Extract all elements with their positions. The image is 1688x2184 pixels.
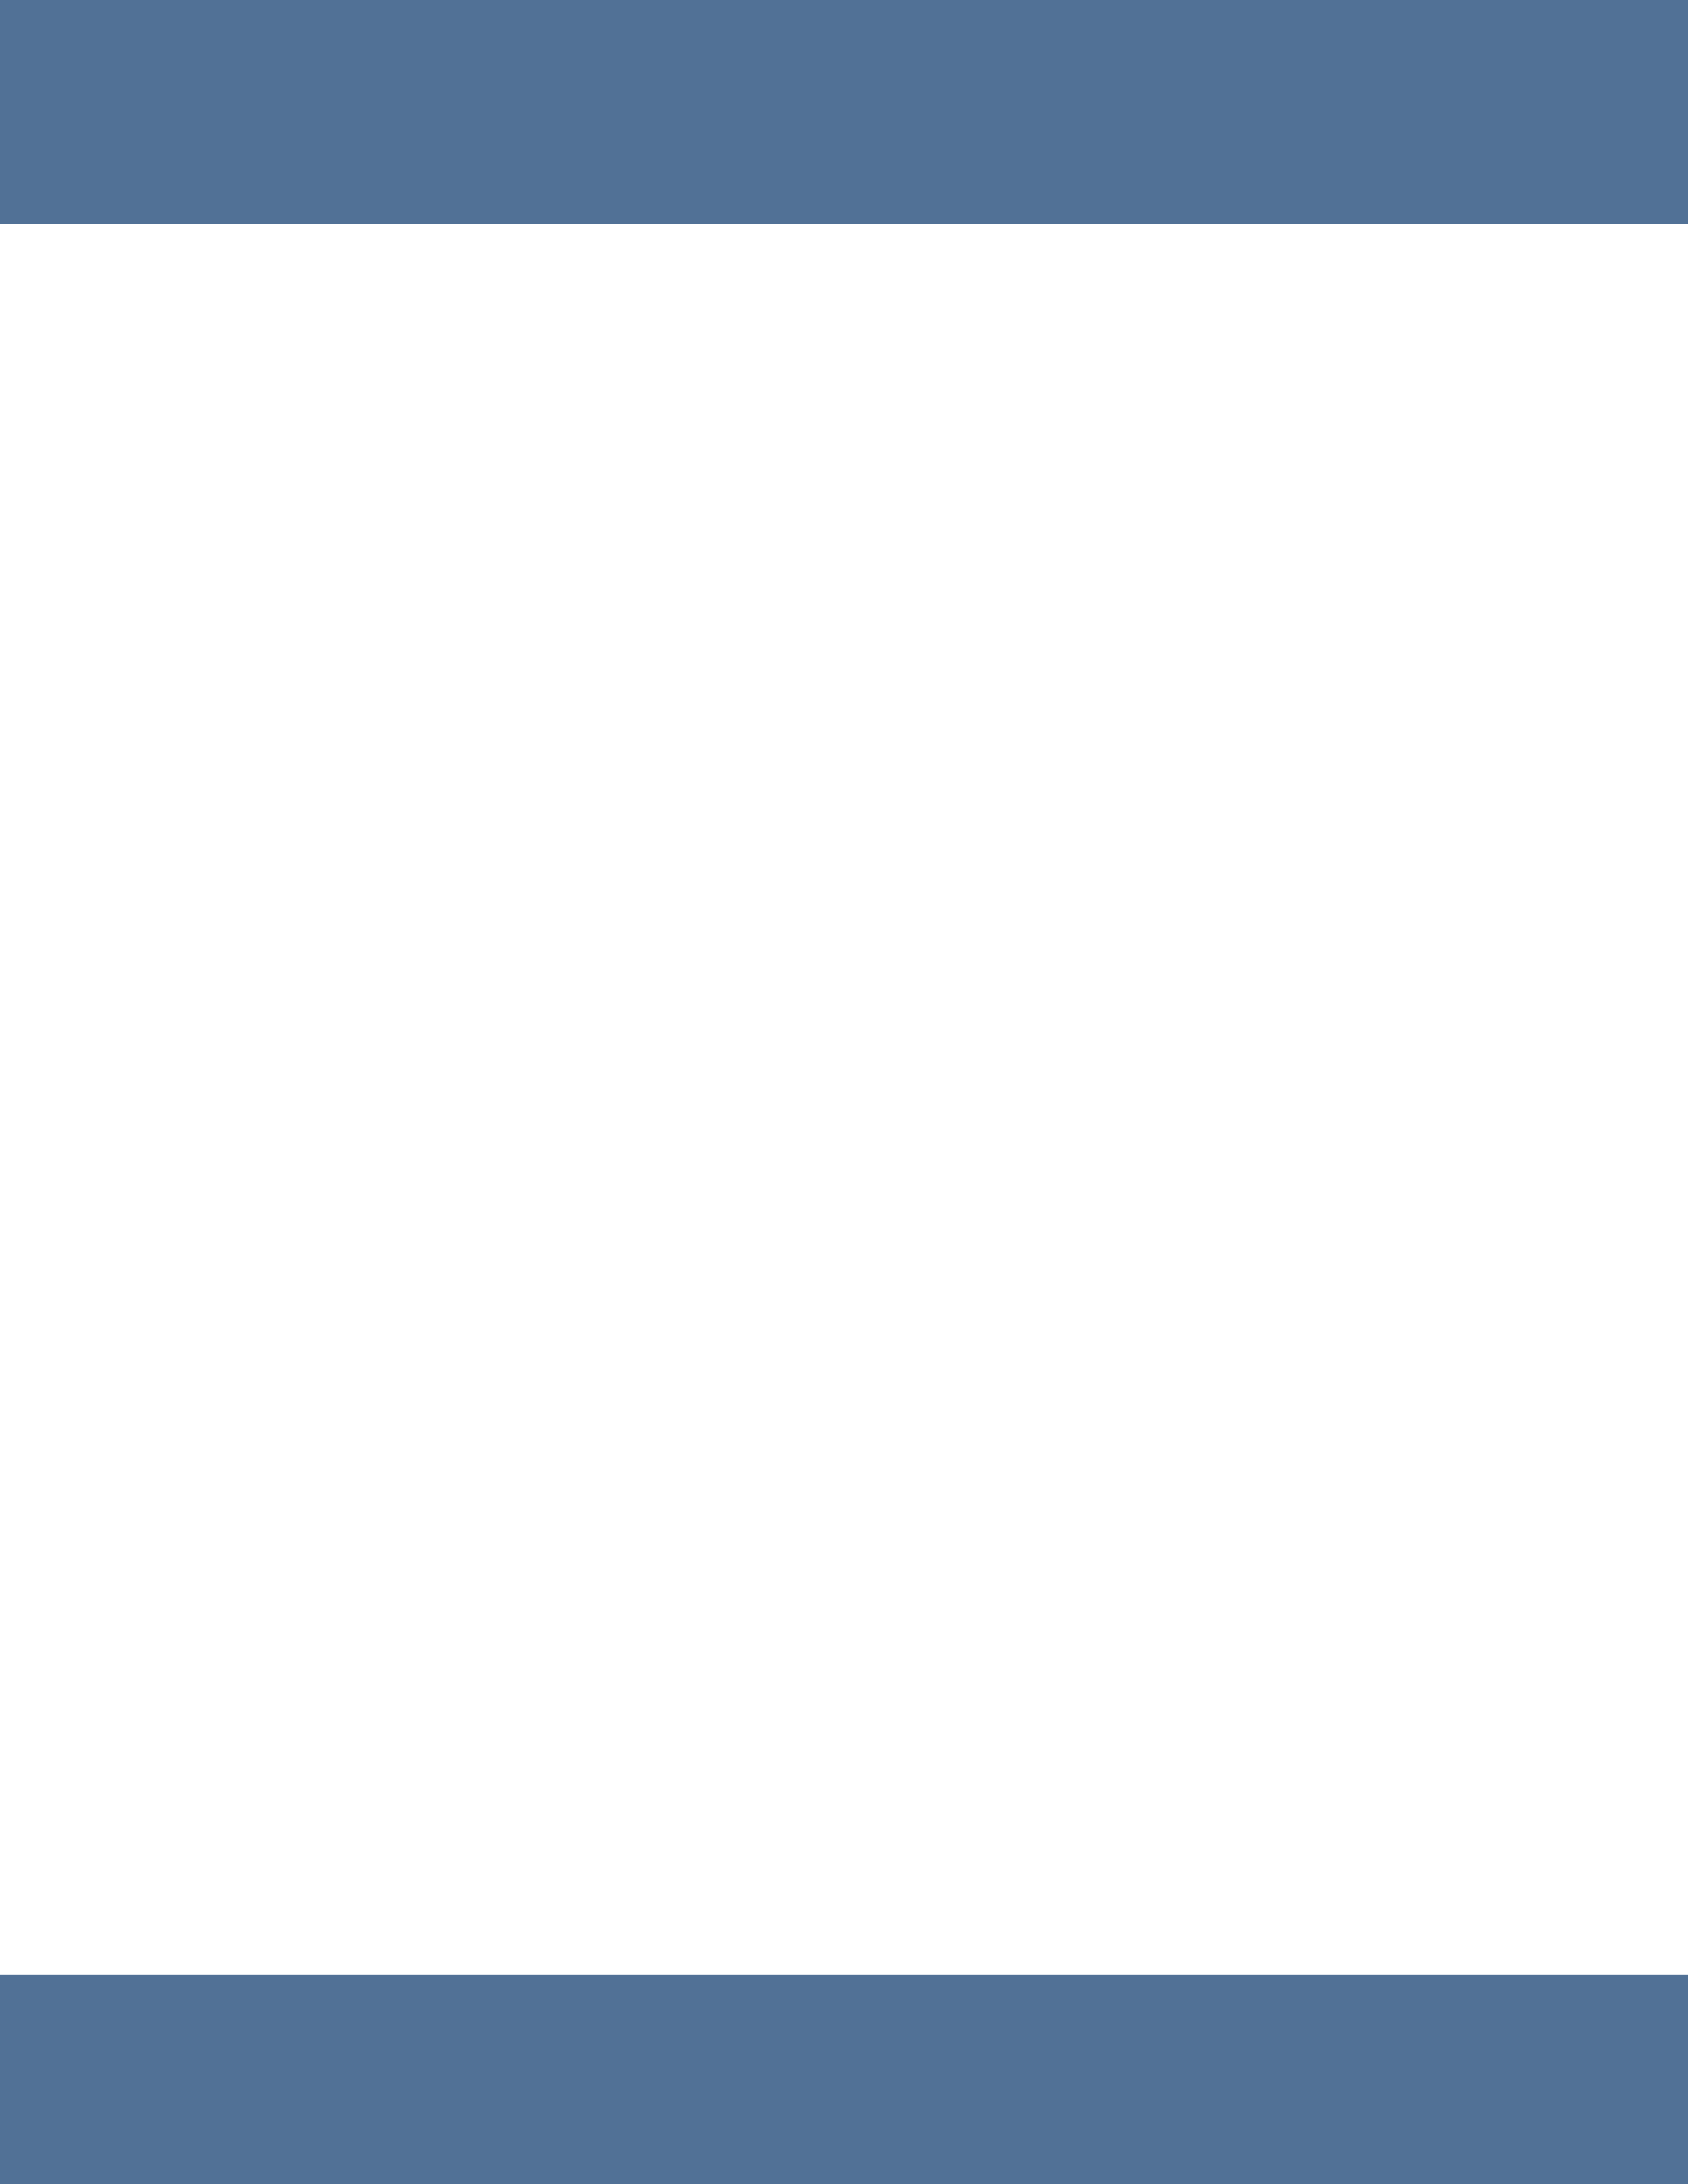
- references-column-right: [863, 243, 1592, 283]
- references-column-left: [100, 243, 829, 322]
- footer-band: [0, 1975, 1688, 2184]
- header-band: [0, 0, 1688, 224]
